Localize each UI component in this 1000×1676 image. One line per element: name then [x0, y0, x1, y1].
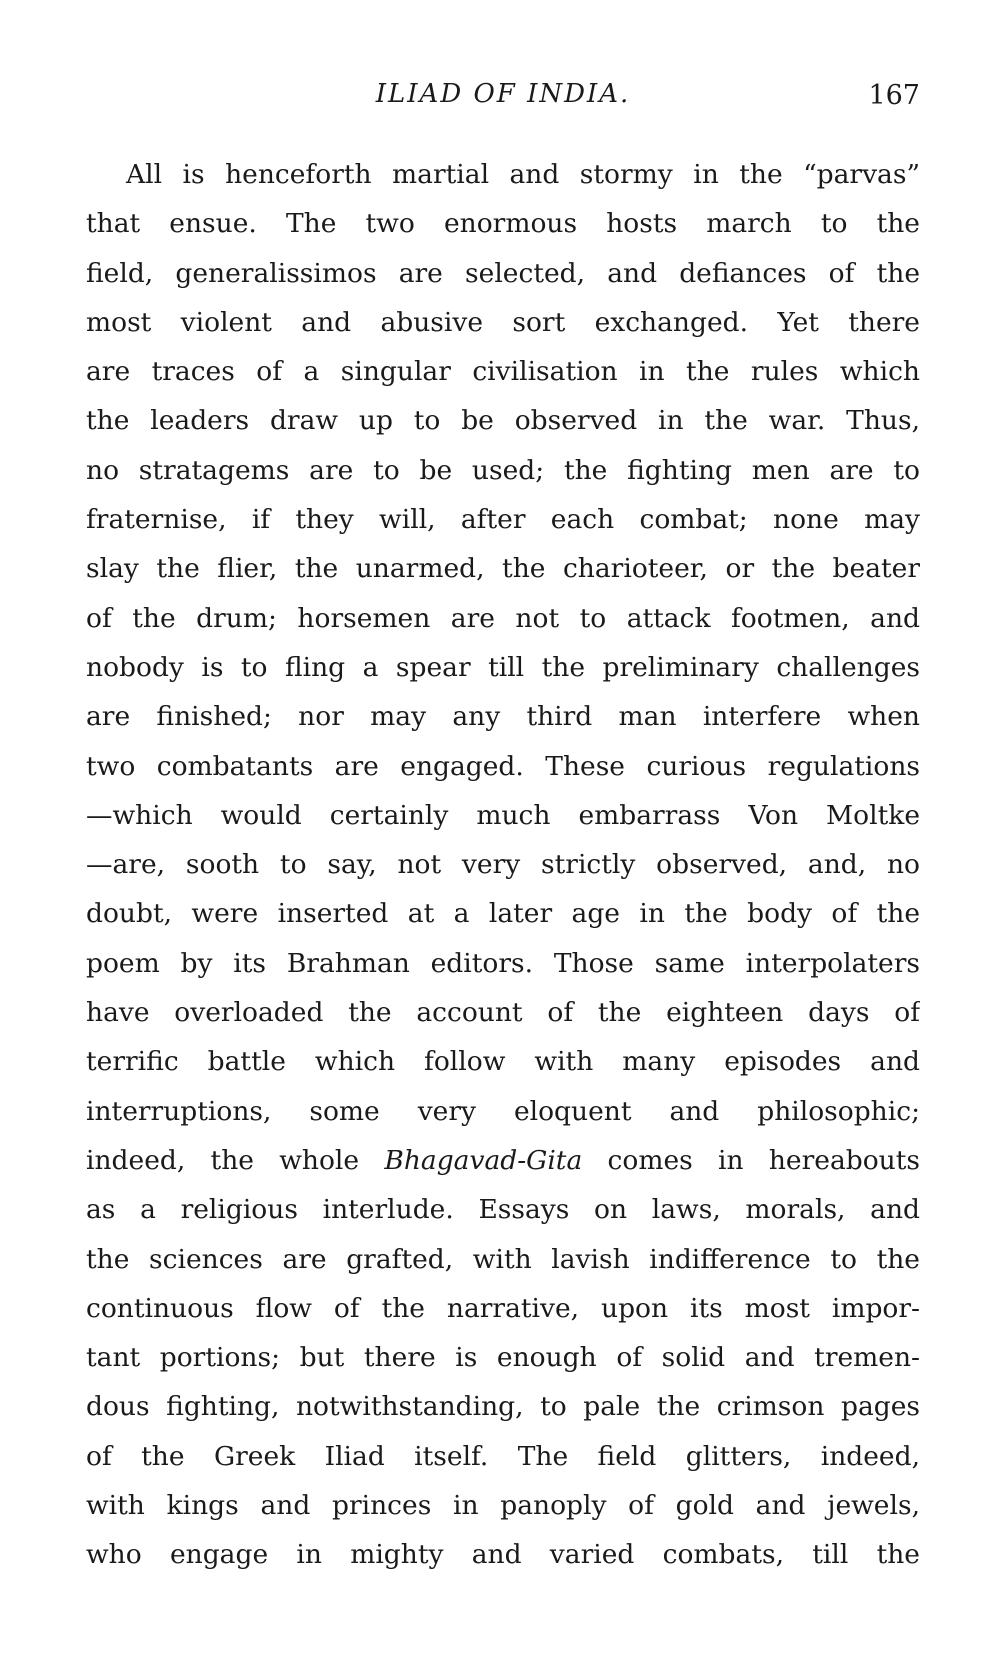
page-number: 167	[868, 80, 920, 111]
text-line: continuous flow of the narrative, upon its most impor-	[86, 1292, 920, 1324]
text-line: of the Greek Iliad itself. The field glitters, indeed,	[86, 1440, 920, 1472]
text-line: fraternise, if they will, after each combat; none may	[86, 504, 920, 536]
text-line-with-italic-title	[86, 1136, 920, 1185]
italic-work-title: Bhagavad-Gita	[384, 1144, 583, 1176]
text-line: poem by its Brahman editors. Those same interpolaters	[86, 947, 920, 979]
text-line: slay the flier, the unarmed, the charioteer, or the beater	[86, 553, 920, 585]
text-line: who engage in mighty and varied combats, till the	[86, 1539, 920, 1571]
running-title: ILIAD OF INDIA.	[375, 79, 631, 109]
text-line: have overloaded the account of the eighteen days of	[86, 997, 920, 1029]
text-line: doubt, were inserted at a later age in the body of the	[86, 898, 920, 930]
text-line: are traces of a singular civilisation in the rules which	[86, 356, 920, 388]
text-segment: indeed, the whole	[86, 1144, 385, 1176]
text-line: nobody is to fling a spear till the preliminary challenges	[86, 651, 920, 683]
text-line: —which would certainly much embarrass Von Moltke	[86, 799, 920, 831]
text-line: are finished; nor may any third man interfere when	[86, 701, 920, 733]
running-head	[86, 74, 920, 114]
text-line: two combatants are engaged. These curious regulations	[86, 750, 920, 782]
text-line: that ensue. The two enormous hosts march to the	[86, 208, 920, 240]
text-line: field, generalissimos are selected, and defiances of the	[86, 257, 920, 289]
text-line: tant portions; but there is enough of solid and tremen-	[86, 1342, 920, 1374]
text-line: no stratagems are to be used; the fighting men are to	[86, 454, 920, 486]
text-line: of the drum; horsemen are not to attack footmen, and	[86, 602, 920, 634]
text-line: with kings and princes in panoply of gold and jewels,	[86, 1490, 920, 1522]
text-line: All is henceforth martial and stormy in the “parvas”	[126, 159, 920, 190]
text-line: dous fighting, notwithstanding, to pale the crimson pages	[86, 1391, 920, 1423]
text-line: —are, sooth to say, not very strictly observed, and, no	[86, 849, 920, 881]
text-line: as a religious interlude. Essays on laws, morals, and	[86, 1194, 920, 1226]
text-line: interruptions, some very eloquent and philosophic;	[86, 1095, 920, 1127]
text-line: the leaders draw up to be observed in the war. Thus,	[86, 405, 920, 437]
body-text	[86, 150, 920, 1580]
text-line: terrific battle which follow with many episodes and	[86, 1046, 920, 1078]
text-segment: comes in hereabouts	[582, 1144, 920, 1176]
text-line: most violent and abusive sort exchanged. Yet there	[86, 306, 920, 338]
text-line: the sciences are grafted, with lavish indifference to the	[86, 1243, 920, 1275]
